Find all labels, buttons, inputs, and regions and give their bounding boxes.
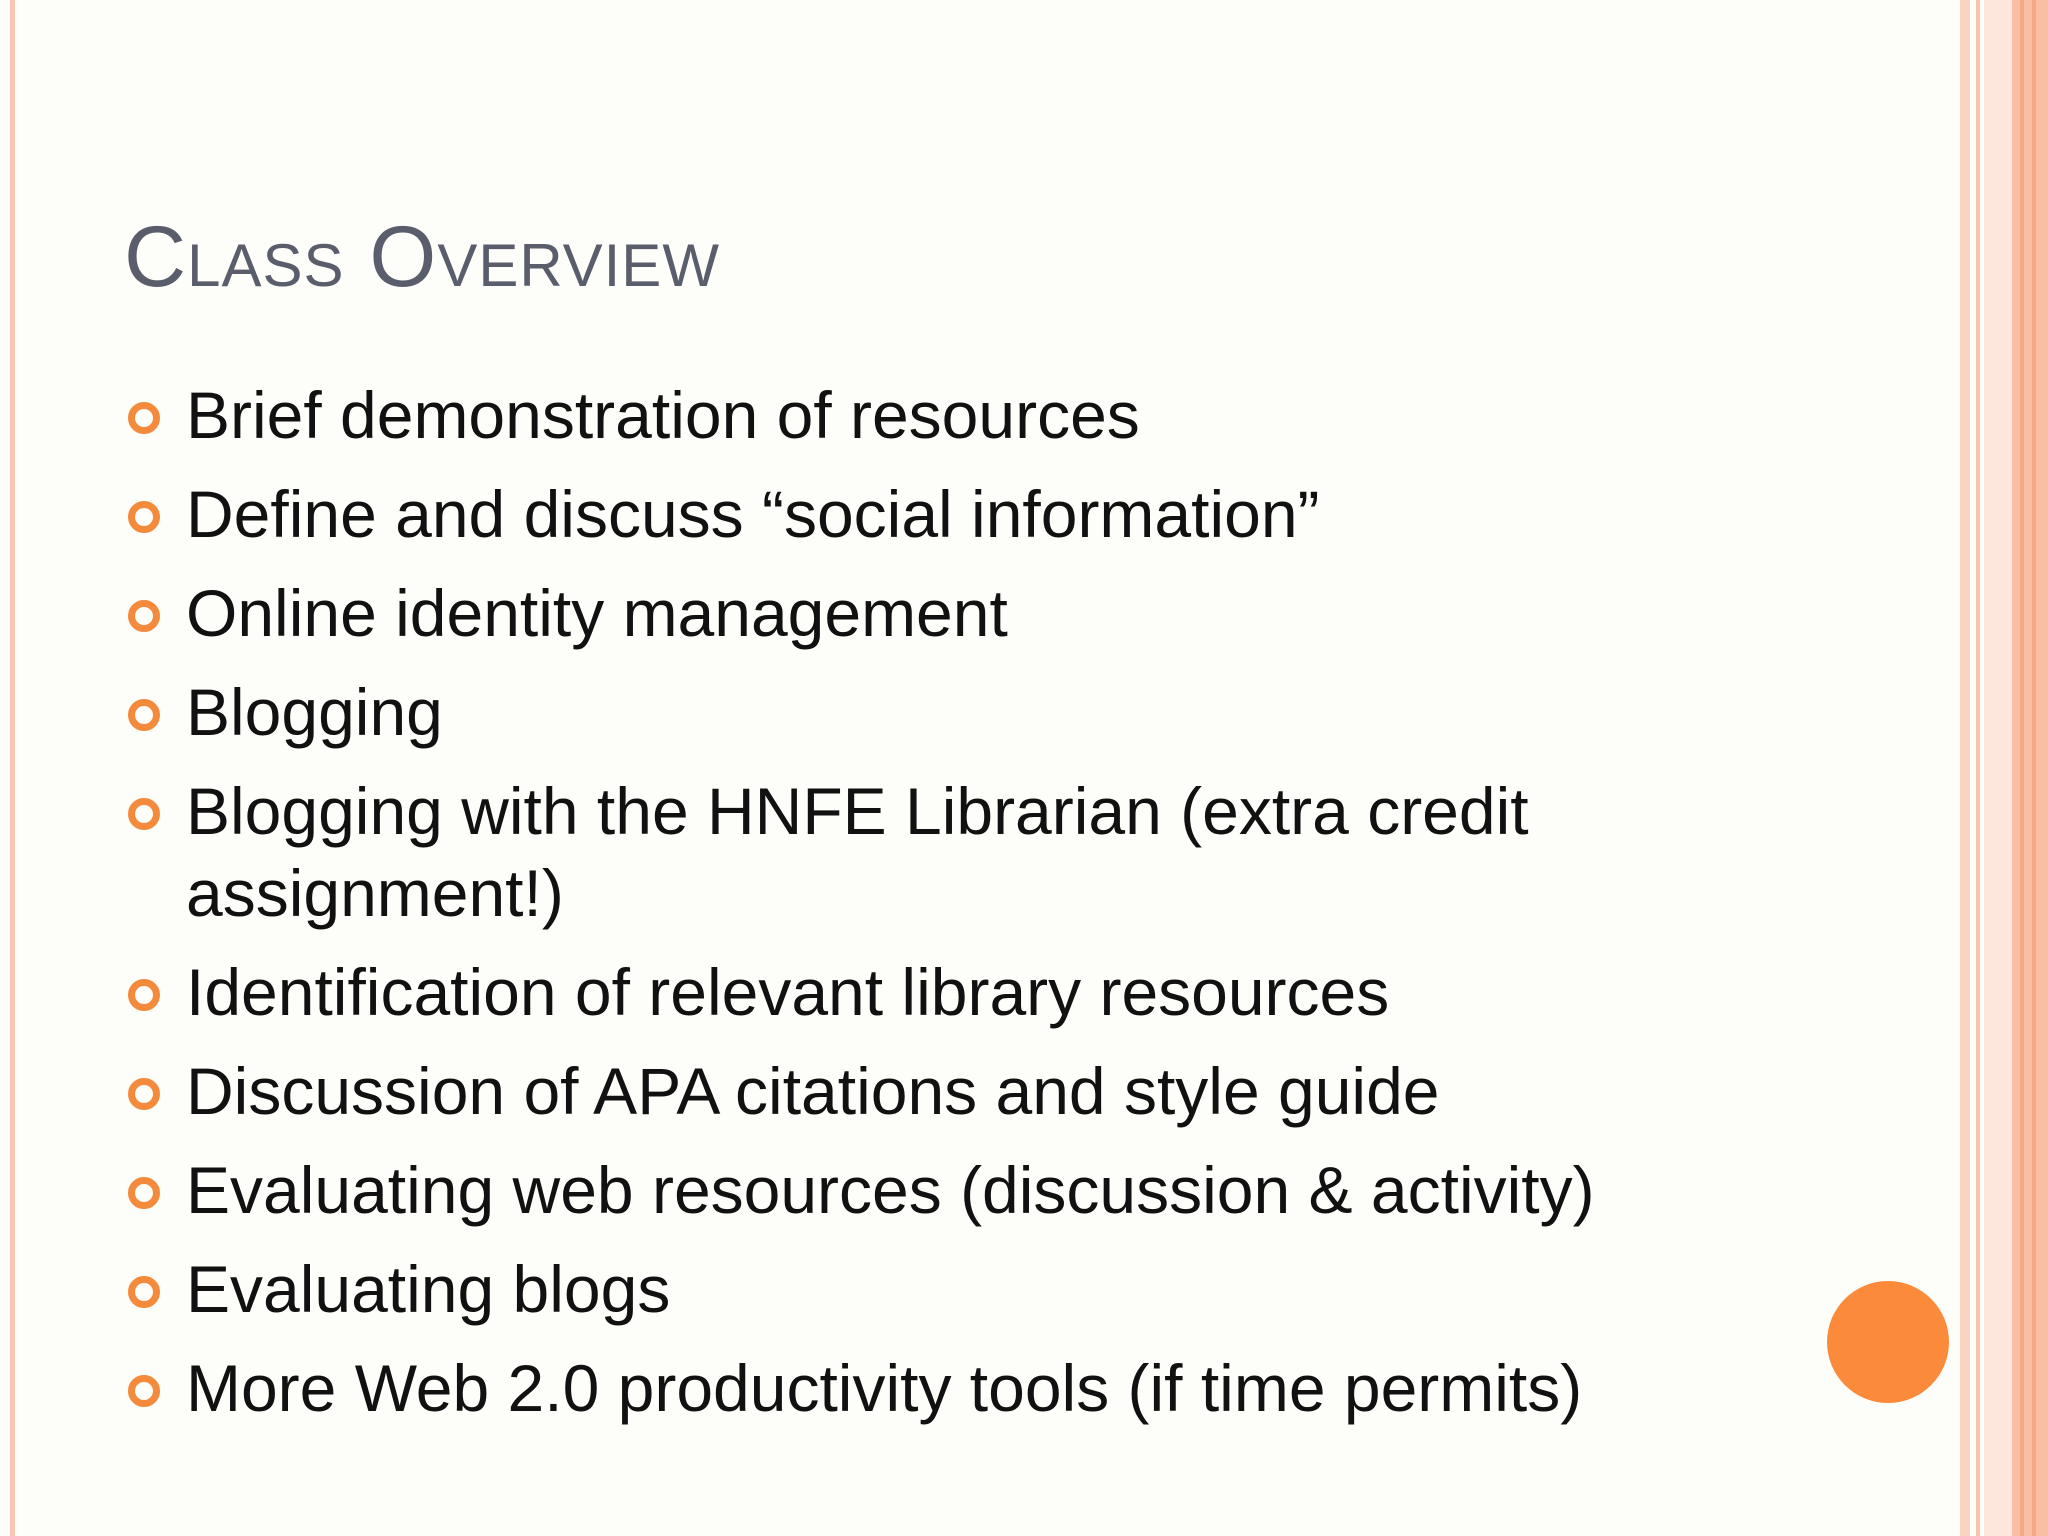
list-item (124, 1149, 1684, 1231)
bullet-text: Online identity management (186, 576, 1008, 650)
bullet-text: Brief demonstration of resources (186, 378, 1140, 452)
hollow-circle-bullet-icon (128, 600, 160, 632)
list-item (124, 951, 1684, 1033)
bullet-text: More Web 2.0 productivity tools (if time permits) (186, 1351, 1583, 1425)
hollow-circle-bullet-icon (128, 501, 160, 533)
border-stripe (2012, 0, 2048, 1536)
list-item (124, 473, 1684, 555)
hollow-circle-bullet-icon (128, 402, 160, 434)
bullet-text: Evaluating web resources (discussion & activity) (186, 1153, 1595, 1227)
hollow-circle-bullet-icon (128, 979, 160, 1011)
list-item (124, 374, 1684, 456)
list-item (124, 572, 1684, 654)
right-border-stripes (1954, 0, 2048, 1536)
hollow-circle-bullet-icon (128, 1276, 160, 1308)
border-stripe (1984, 0, 2012, 1536)
hollow-circle-bullet-icon (128, 1078, 160, 1110)
list-item (124, 1347, 1684, 1429)
hollow-circle-bullet-icon (128, 699, 160, 731)
hollow-circle-bullet-icon (128, 798, 160, 830)
bullet-text: Define and discuss “social information” (186, 477, 1320, 551)
list-item (124, 770, 1684, 934)
list-item (124, 1050, 1684, 1132)
bullet-text: Blogging with the HNFE Librarian (extra credit assignment!) (186, 774, 1529, 930)
hollow-circle-bullet-icon (128, 1177, 160, 1209)
border-stripe (2020, 0, 2024, 1536)
list-item (124, 1248, 1684, 1330)
bullet-list (124, 374, 1684, 1446)
slide-title: Class Overview (124, 209, 720, 305)
hollow-circle-bullet-icon (128, 1375, 160, 1407)
border-stripe (1976, 0, 1980, 1536)
bullet-text: Evaluating blogs (186, 1252, 671, 1326)
bullet-text: Identification of relevant library resources (186, 955, 1390, 1029)
bullet-text: Discussion of APA citations and style guide (186, 1054, 1440, 1128)
border-stripe (1960, 0, 1970, 1536)
list-item (124, 671, 1684, 753)
border-stripe (2032, 0, 2036, 1536)
bullet-text: Blogging (186, 675, 443, 749)
left-border-stripe (10, 0, 15, 1536)
orange-circle-decoration (1827, 1281, 1949, 1403)
